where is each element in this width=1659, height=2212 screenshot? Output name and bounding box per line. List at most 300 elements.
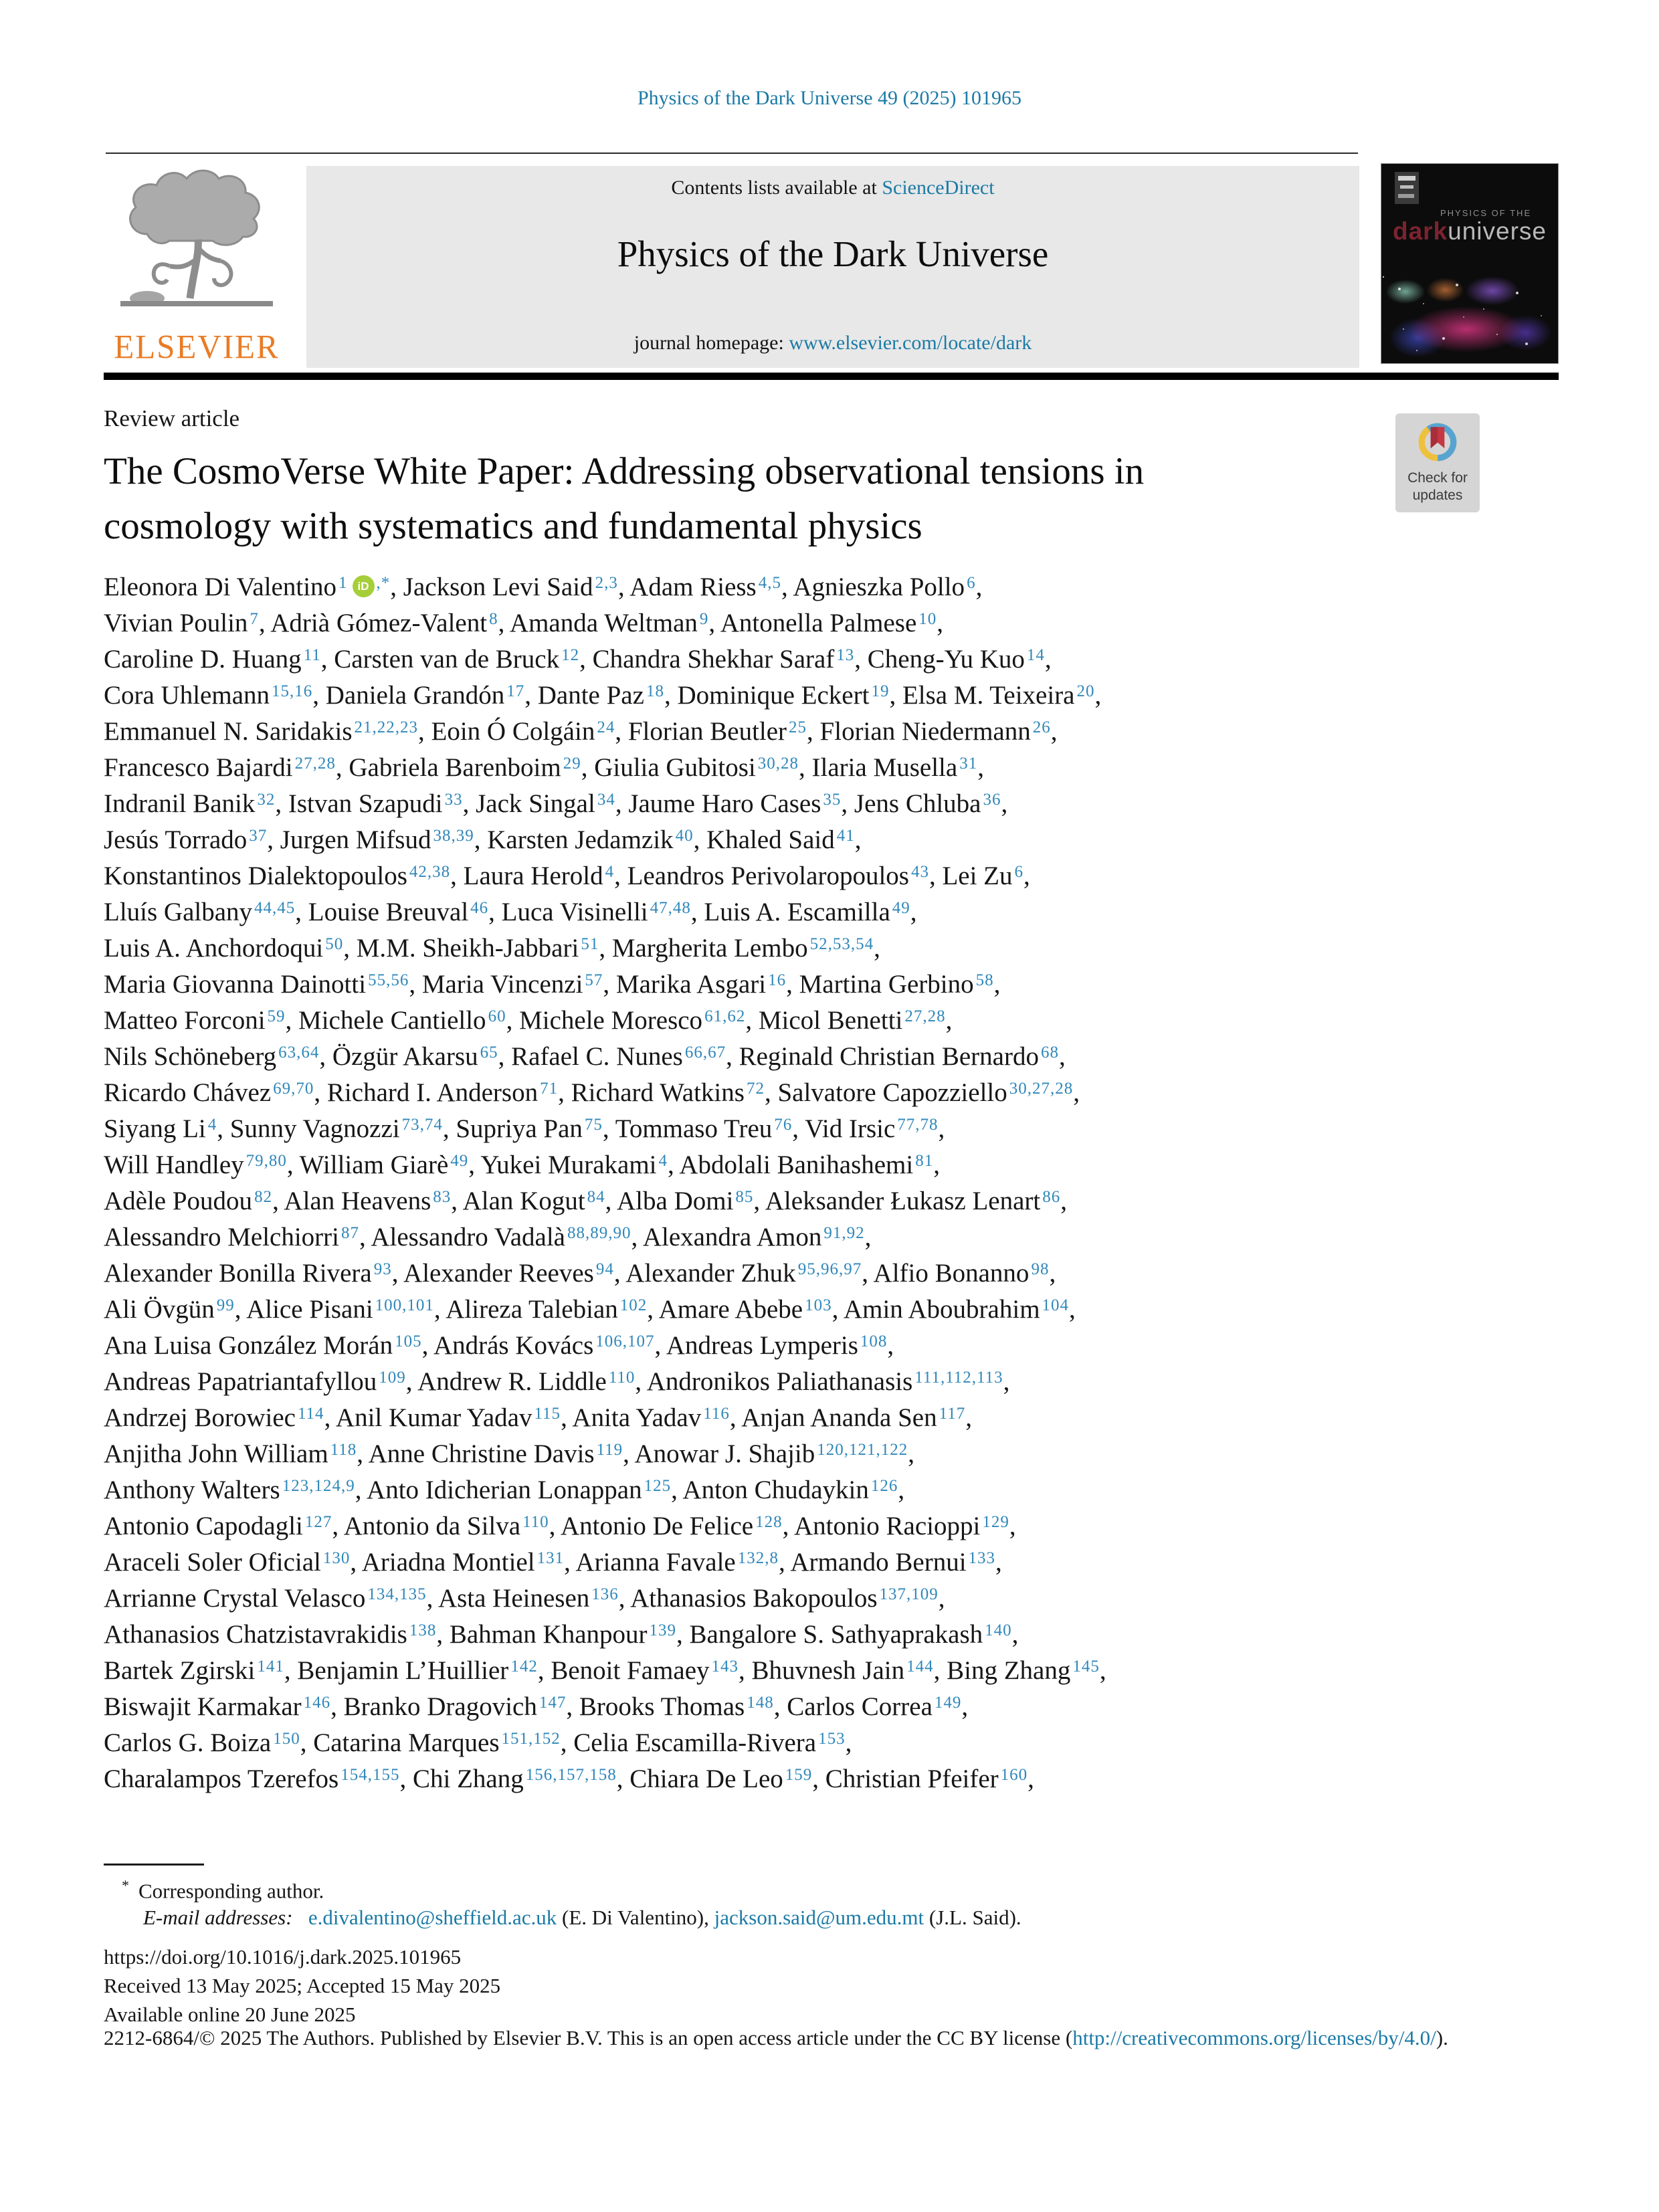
affiliation-ref: 7 — [250, 610, 259, 628]
author-line — [104, 894, 1569, 930]
author-name-text: , Anjan Ananda Sen — [729, 1403, 937, 1432]
author-name-text: Charalampos Tzerefos — [104, 1765, 339, 1793]
author-name-text: , Michele Cantiello — [285, 1006, 486, 1035]
author-name-text: , — [938, 1114, 945, 1143]
affiliation-ref: 91,92 — [823, 1224, 865, 1242]
author-name-text: , Dante Paz — [524, 681, 644, 710]
affiliation-ref: 60 — [488, 1007, 506, 1025]
affiliation-ref: 43 — [910, 863, 929, 881]
affiliation-ref: 25 — [789, 718, 807, 736]
affiliation-ref: 132,8 — [737, 1549, 779, 1567]
author-line — [104, 1219, 1569, 1255]
cover-word-dark: dark — [1392, 217, 1448, 245]
author-name-text: Konstantinos Dialektopoulos — [104, 862, 407, 890]
affiliation-ref: 15,16 — [272, 682, 313, 700]
author-line — [104, 1400, 1569, 1436]
author-name-text: Nils Schöneberg — [104, 1042, 277, 1071]
article-title — [104, 444, 1144, 554]
affiliation-ref: 40 — [675, 827, 694, 845]
issn-copyright-line — [104, 2026, 1575, 2050]
author-name-text: , — [975, 573, 983, 601]
author-name-text: Ali Övgün — [104, 1295, 215, 1324]
author-name-text: , — [1009, 1512, 1016, 1540]
author-name-text: Vivian Poulin — [104, 609, 248, 637]
affiliation-ref: 127 — [304, 1513, 332, 1531]
author-name-text: , — [845, 1728, 852, 1757]
banner-bottom-rule — [104, 373, 1559, 380]
author-name-text: , — [1044, 645, 1052, 674]
author-name-text: , Celia Escamilla-Rivera — [560, 1728, 817, 1757]
author-name-text: , Antonio Racioppi — [782, 1512, 981, 1540]
author-name-text: Jesús Torrado — [104, 825, 248, 854]
author-name-text: , Asta Heinesen — [426, 1584, 590, 1613]
email-addresses-line — [143, 1906, 1021, 1930]
corresponding-author-note — [122, 1877, 324, 1903]
received-accepted-dates: Received 13 May 2025; Accepted 15 May 2025 — [104, 1974, 501, 1997]
author-name-text: Antonio Capodagli — [104, 1512, 303, 1540]
author-line — [104, 1039, 1569, 1075]
author-name-text: , Aleksander Łukasz Lenart — [753, 1187, 1041, 1215]
author-name-text: , Andreas Lymperis — [654, 1331, 858, 1360]
affiliation-ref: 2,3 — [595, 574, 618, 592]
affiliation-ref: 104 — [1042, 1296, 1070, 1314]
affiliation-ref: 16 — [768, 971, 787, 989]
author-name-text: , Sunny Vagnozzi — [217, 1114, 400, 1143]
author-line — [104, 1183, 1569, 1219]
affiliation-ref: 86 — [1042, 1188, 1061, 1206]
author-name-text: , Eoin Ó Colgáin — [418, 717, 595, 746]
author-name-text: , Marika Asgari — [603, 970, 767, 999]
email-link-said[interactable]: jackson.said@um.edu.mt — [714, 1906, 924, 1929]
author-name-text: , — [933, 1150, 940, 1179]
author-line — [104, 1255, 1569, 1292]
elsevier-tree-icon — [106, 167, 288, 326]
cover-title — [1381, 217, 1558, 245]
copyright-suffix: ). — [1436, 2026, 1448, 2049]
author-name-text: , Jurgen Mifsud — [267, 825, 431, 854]
author-name-text: , Adam Riess — [617, 573, 757, 601]
affiliation-ref: ,* — [376, 574, 391, 592]
cover-top-label: PHYSICS OF THE — [1440, 208, 1532, 218]
article-title-line1: The CosmoVerse White Paper: Addressing observational tensions in — [104, 450, 1145, 492]
corresponding-author-text: Corresponding author. — [138, 1879, 324, 1903]
author-line — [104, 678, 1569, 714]
affiliation-ref: 159 — [785, 1766, 813, 1784]
affiliation-ref: 72 — [746, 1080, 765, 1098]
author-name-text: , Armando Bernui — [778, 1548, 967, 1577]
affiliation-ref: 63,64 — [278, 1043, 320, 1062]
affiliation-ref: 146 — [303, 1694, 331, 1712]
author-name-text: , — [908, 1439, 914, 1468]
check-for-updates-badge[interactable] — [1395, 413, 1480, 512]
author-name-text: , Amanda Weltman — [498, 609, 698, 637]
affiliation-ref: 41 — [836, 827, 855, 845]
author-name-text: , Margherita Lembo — [599, 934, 808, 963]
email-label: E-mail addresses: — [143, 1906, 293, 1929]
affiliation-ref: 49 — [450, 1152, 469, 1170]
contents-line — [306, 177, 1359, 199]
author-name-text: Caroline D. Huang — [104, 645, 302, 674]
author-name-text: , — [1028, 1765, 1034, 1793]
affiliation-ref: 108 — [860, 1332, 888, 1350]
author-list — [104, 569, 1569, 1797]
author-name-text: Alessandro Melchiorri — [104, 1223, 339, 1251]
cc-license-link[interactable]: http://creativecommons.org/licenses/by/4.0/ — [1072, 2026, 1436, 2049]
cover-nebula-art — [1383, 276, 1557, 362]
author-line — [104, 1725, 1569, 1761]
affiliation-ref: 117 — [939, 1405, 966, 1423]
affiliation-ref: 58 — [975, 971, 994, 989]
affiliation-ref: 134,135 — [367, 1585, 427, 1603]
affiliation-ref: 93 — [373, 1260, 392, 1278]
author-name-text: Biswajit Karmakar — [104, 1692, 302, 1721]
affiliation-ref: 73,74 — [401, 1116, 443, 1134]
author-name-text: , Alice Pisani — [234, 1295, 373, 1324]
author-name-text: , Alan Heavens — [272, 1187, 431, 1215]
author-line — [104, 1617, 1569, 1653]
author-line — [104, 822, 1569, 858]
author-name-text: Araceli Soler Oficial — [104, 1548, 321, 1577]
author-name-text: , Tommaso Treu — [602, 1114, 773, 1143]
affiliation-ref: 138 — [409, 1621, 437, 1639]
author-name-text: Cora Uhlemann — [104, 681, 270, 710]
author-name-text: , Michele Moresco — [506, 1006, 703, 1035]
affiliation-ref: 35 — [823, 791, 842, 809]
author-name-text: , Jens Chluba — [841, 789, 981, 818]
author-name-text: Maria Giovanna Dainotti — [104, 970, 367, 999]
author-name-text: , — [1060, 1187, 1068, 1215]
affiliation-ref: 106,107 — [595, 1332, 655, 1350]
author-name-text: , Leandros Perivolaropoulos — [614, 862, 909, 890]
affiliation-ref: 100,101 — [375, 1296, 434, 1314]
author-name-text: , Jaume Haro Cases — [615, 789, 821, 818]
author-name-text: , Florian Niedermann — [807, 717, 1031, 746]
affiliation-ref: 105 — [395, 1332, 422, 1350]
author-name-text: , Yukei Murakami — [468, 1150, 657, 1179]
author-name-text: , Athanasios Bakopoulos — [618, 1584, 878, 1613]
affiliation-ref: 31 — [959, 755, 978, 773]
author-name-text: , Vid Irsic — [792, 1114, 896, 1143]
author-name-text: Siyang Li — [104, 1114, 206, 1143]
author-name-text: , — [864, 1223, 872, 1251]
author-name-text: , — [1058, 1042, 1066, 1071]
affiliation-ref: 6 — [967, 574, 976, 592]
author-line — [104, 1472, 1569, 1508]
author-name-text: , Carsten van de Bruck — [320, 645, 560, 674]
author-line — [104, 569, 1569, 605]
contents-prefix: Contents lists available at — [671, 177, 882, 199]
author-name-text: , Chandra Shekhar Saraf — [579, 645, 835, 674]
affiliation-ref: 32 — [257, 791, 276, 809]
author-name-text: , — [898, 1476, 905, 1504]
author-name-text: , Laura Herold — [450, 862, 603, 890]
affiliation-ref: 111,112,113 — [914, 1369, 1003, 1387]
author-name-text: , Antonella Palmese — [708, 609, 917, 637]
affiliation-ref: 149 — [934, 1694, 962, 1712]
affiliation-ref: 13 — [836, 646, 855, 664]
affiliation-ref: 33 — [444, 791, 463, 809]
header-rule — [106, 153, 1358, 154]
affiliation-ref: 26 — [1032, 718, 1051, 736]
author-name-text: , Antonio De Felice — [549, 1512, 754, 1540]
affiliation-ref: 59 — [267, 1007, 286, 1025]
author-name-text: , Özgür Akarsu — [319, 1042, 478, 1071]
author-name-text: , Alexander Reeves — [391, 1259, 594, 1288]
affiliation-ref: 76 — [774, 1116, 793, 1134]
affiliation-ref: 110 — [522, 1513, 549, 1531]
author-name-text: , Andronikos Paliathanasis — [635, 1367, 913, 1396]
author-name-text: , Jack Singal — [462, 789, 595, 818]
journal-banner — [306, 166, 1359, 368]
affiliation-ref: 6 — [1014, 863, 1023, 881]
affiliation-ref: 123,124,9 — [282, 1477, 355, 1495]
affiliation-ref: 17 — [506, 682, 525, 700]
author-name-text: , — [1099, 1656, 1106, 1685]
author-name-text: , Benjamin L’Huillier — [284, 1656, 509, 1685]
affiliation-ref: 69,70 — [273, 1080, 314, 1098]
author-name-text: , — [887, 1331, 894, 1360]
affiliation-ref: 27,28 — [904, 1007, 946, 1025]
author-name-text: , Carlos Correa — [773, 1692, 933, 1721]
author-line — [104, 1111, 1569, 1147]
affiliation-ref: 52,53,54 — [809, 935, 874, 953]
author-name-text: , Anil Kumar Yadav — [324, 1403, 532, 1432]
cover-word-universe: universe — [1448, 217, 1547, 245]
affiliation-ref: 4 — [605, 863, 615, 881]
author-name-text: , Lei Zu — [929, 862, 1013, 890]
affiliation-ref: 95,96,97 — [797, 1260, 862, 1278]
author-name-text: , Abdolali Banihashemi — [668, 1150, 914, 1179]
affiliation-ref: 30,27,28 — [1009, 1080, 1074, 1098]
author-name-text: , Anton Chudaykin — [671, 1476, 869, 1504]
author-line — [104, 1581, 1569, 1617]
author-name-text: , Anita Yadav — [561, 1403, 702, 1432]
author-line — [104, 605, 1569, 641]
affiliation-ref: 44,45 — [254, 899, 296, 917]
author-name-text: , M.M. Sheikh-Jabbari — [343, 934, 579, 963]
author-name-text: , — [965, 1403, 972, 1432]
affiliation-ref: 102 — [619, 1296, 648, 1314]
affiliation-ref: 37 — [249, 827, 268, 845]
affiliation-ref: 150 — [273, 1730, 300, 1748]
affiliation-ref: 4,5 — [758, 574, 781, 592]
author-name-text: , Karsten Jedamzik — [474, 825, 674, 854]
author-name-text: , — [993, 970, 1001, 999]
author-name-text: , Richard I. Anderson — [314, 1078, 539, 1107]
author-name-text: , Jackson Levi Said — [390, 573, 593, 601]
affiliation-ref: 9 — [699, 610, 709, 628]
author-name-text: Eleonora Di Valentino — [104, 573, 337, 601]
affiliation-ref: 153 — [818, 1730, 846, 1748]
author-name-text: Luis A. Anchordoqui — [104, 934, 324, 963]
affiliation-ref: 47,48 — [650, 899, 691, 917]
author-name-text: , Arianna Favale — [564, 1548, 736, 1577]
author-name-text: Ana Luisa González Morán — [104, 1331, 393, 1360]
author-name-text: , Brooks Thomas — [566, 1692, 745, 1721]
affiliation-ref: 143 — [711, 1657, 739, 1676]
author-name-text: , — [938, 1584, 945, 1613]
author-name-text: , Christian Pfeifer — [812, 1765, 999, 1793]
affiliation-ref: 136 — [591, 1585, 619, 1603]
affiliation-ref: 160 — [1000, 1766, 1028, 1784]
elsevier-logo[interactable] — [102, 167, 292, 368]
author-line — [104, 1508, 1569, 1544]
author-name-text: Carlos G. Boiza — [104, 1728, 272, 1757]
affiliation-ref: 14 — [1026, 646, 1045, 664]
author-name-text: , — [910, 898, 917, 926]
author-line — [104, 1075, 1569, 1111]
author-name-text: , Louise Breuval — [295, 898, 469, 926]
affiliation-ref: 151,152 — [501, 1730, 561, 1748]
affiliation-ref: 87 — [341, 1224, 359, 1242]
affiliation-ref: 83 — [433, 1188, 452, 1206]
author-name-text: , — [854, 825, 862, 854]
author-name-text: , Alba Domi — [605, 1187, 734, 1215]
email2-attribution: (J.L. Said). — [924, 1906, 1021, 1929]
affiliation-ref: 130 — [322, 1549, 351, 1567]
badge-text-line2: updates — [1412, 488, 1463, 503]
author-name-text: Adèle Poudou — [104, 1187, 253, 1215]
copyright-text: 2212-6864/© 2025 The Authors. Published by Elsevier B.V. This is an open access article under the CC BY license ( — [104, 2026, 1073, 2049]
affiliation-ref: 24 — [597, 718, 615, 736]
author-name-text: , Catarina Marques — [300, 1728, 500, 1757]
author-name-text: , Antonio da Silva — [332, 1512, 521, 1540]
author-name-text: , Branko Dragovich — [330, 1692, 537, 1721]
author-line — [104, 1689, 1569, 1725]
elsevier-wordmark: ELSEVIER — [114, 327, 280, 367]
affiliation-ref: 137,109 — [879, 1585, 939, 1603]
author-name-text: , — [1023, 862, 1030, 890]
affiliation-ref: 148 — [747, 1694, 774, 1712]
affiliation-ref: 75 — [584, 1116, 603, 1134]
author-name-text: Athanasios Chatzistavrakidis — [104, 1620, 407, 1649]
cover-stars — [1383, 276, 1384, 278]
affiliation-ref: 8 — [489, 610, 498, 628]
author-name-text: Indranil Banik — [104, 789, 256, 818]
author-name-text: , Alan Kogut — [451, 1187, 585, 1215]
author-name-text: Anjitha John William — [104, 1439, 328, 1468]
author-name-text: , Anto Idicherian Lonappan — [355, 1476, 642, 1504]
email1-attribution: (E. Di Valentino), — [557, 1906, 714, 1929]
affiliation-ref: 116 — [703, 1405, 730, 1423]
author-line — [104, 967, 1569, 1003]
author-name-text: Bartek Zgirski — [104, 1656, 256, 1685]
author-name-text: , Ariadna Montiel — [350, 1548, 535, 1577]
affiliation-ref: 71 — [540, 1080, 559, 1098]
author-name-text: , — [1001, 789, 1008, 818]
affiliation-ref: 88,89,90 — [567, 1224, 631, 1242]
affiliation-ref: 66,67 — [684, 1043, 726, 1062]
journal-cover[interactable] — [1381, 163, 1559, 364]
affiliation-ref: 38,39 — [433, 827, 474, 845]
affiliation-ref: 12 — [561, 646, 580, 664]
author-name-text: , Luca Visinelli — [488, 898, 648, 926]
author-line — [104, 858, 1569, 894]
affiliation-ref: 145 — [1072, 1657, 1100, 1676]
affiliation-ref: 68 — [1040, 1043, 1059, 1062]
affiliation-ref: 125 — [644, 1477, 672, 1495]
author-name-text: Will Handley — [104, 1150, 244, 1179]
affiliation-ref: 50 — [325, 935, 344, 953]
article-type-label: Review article — [104, 405, 240, 431]
author-name-text: , Bangalore S. Sathyaprakash — [676, 1620, 983, 1649]
author-name-text: , Alexander Zhuk — [613, 1259, 796, 1288]
affiliation-ref: 61,62 — [704, 1007, 746, 1025]
doi-link[interactable]: https://doi.org/10.1016/j.dark.2025.101965 — [104, 1945, 462, 1969]
author-name-text: , Daniela Grandón — [312, 681, 505, 710]
affiliation-ref: 114 — [297, 1405, 324, 1423]
orcid-icon[interactable]: iD — [353, 575, 375, 597]
affiliation-ref: 21,22,23 — [354, 718, 419, 736]
author-name-text: , Martina Gerbino — [786, 970, 974, 999]
author-name-text: , Alessandro Vadalà — [359, 1223, 565, 1251]
author-line — [104, 786, 1569, 822]
author-line — [104, 930, 1569, 967]
affiliation-ref: 120,121,122 — [817, 1441, 908, 1459]
affiliation-ref: 34 — [597, 791, 615, 809]
author-name-text: , — [977, 753, 984, 782]
author-name-text: , Alireza Talebian — [433, 1295, 618, 1324]
affiliation-ref: 20 — [1076, 682, 1095, 700]
email-link-divalentino[interactable]: e.divalentino@sheffield.ac.uk — [308, 1906, 557, 1929]
author-name-text: , Alexandra Amon — [631, 1223, 822, 1251]
author-name-text: , Bing Zhang — [933, 1656, 1071, 1685]
author-name-text: Emmanuel N. Saridakis — [104, 717, 353, 746]
affiliation-ref: 29 — [563, 755, 581, 773]
author-name-text: , Agnieszka Pollo — [781, 573, 965, 601]
author-name-text: , Micol Benetti — [745, 1006, 903, 1035]
author-name-text: , Khaled Said — [693, 825, 835, 854]
sciencedirect-link[interactable]: ScienceDirect — [882, 177, 995, 199]
affiliation-ref: 118 — [330, 1441, 357, 1459]
available-online-date: Available online 20 June 2025 — [104, 2003, 356, 2026]
affiliation-ref: 85 — [735, 1188, 754, 1206]
author-line — [104, 1292, 1569, 1328]
journal-title: Physics of the Dark Universe — [617, 233, 1049, 274]
author-name-text: Alexander Bonilla Rivera — [104, 1259, 372, 1288]
affiliation-ref: 140 — [985, 1621, 1012, 1639]
author-name-text: Arrianne Crystal Velasco — [104, 1584, 366, 1613]
author-name-text: , — [1073, 1078, 1080, 1107]
affiliation-ref: 147 — [539, 1694, 567, 1712]
affiliation-ref: 144 — [906, 1657, 934, 1676]
affiliation-ref: 99 — [216, 1296, 235, 1314]
affiliation-ref: 142 — [510, 1657, 538, 1676]
affiliation-ref: 65 — [480, 1043, 498, 1062]
author-name-text: , — [937, 609, 943, 637]
author-name-text: , Chi Zhang — [399, 1765, 524, 1793]
author-name-text: Andreas Papatriantafyllou — [104, 1367, 377, 1396]
author-name-text: , — [1069, 1295, 1076, 1324]
homepage-link[interactable]: www.elsevier.com/locate/dark — [789, 332, 1032, 354]
author-name-text: , Andrew R. Liddle — [405, 1367, 607, 1396]
affiliation-ref: 18 — [646, 682, 664, 700]
author-name-text: , — [1050, 717, 1058, 746]
affiliation-ref: 42,38 — [409, 863, 451, 881]
author-line — [104, 1761, 1569, 1797]
author-name-text: , Bahman Khanpour — [436, 1620, 648, 1649]
affiliation-ref: 103 — [805, 1296, 832, 1314]
article-title-line2: cosmology with systematics and fundamental physics — [104, 505, 922, 547]
author-line — [104, 1436, 1569, 1472]
author-name-text: , Maria Vincenzi — [409, 970, 583, 999]
affiliation-ref: 128 — [755, 1513, 783, 1531]
author-line — [104, 714, 1569, 750]
author-name-text: , Supriya Pan — [442, 1114, 583, 1143]
affiliation-ref: 30,28 — [757, 755, 799, 773]
author-line — [104, 1147, 1569, 1183]
author-name-text: , — [961, 1692, 969, 1721]
